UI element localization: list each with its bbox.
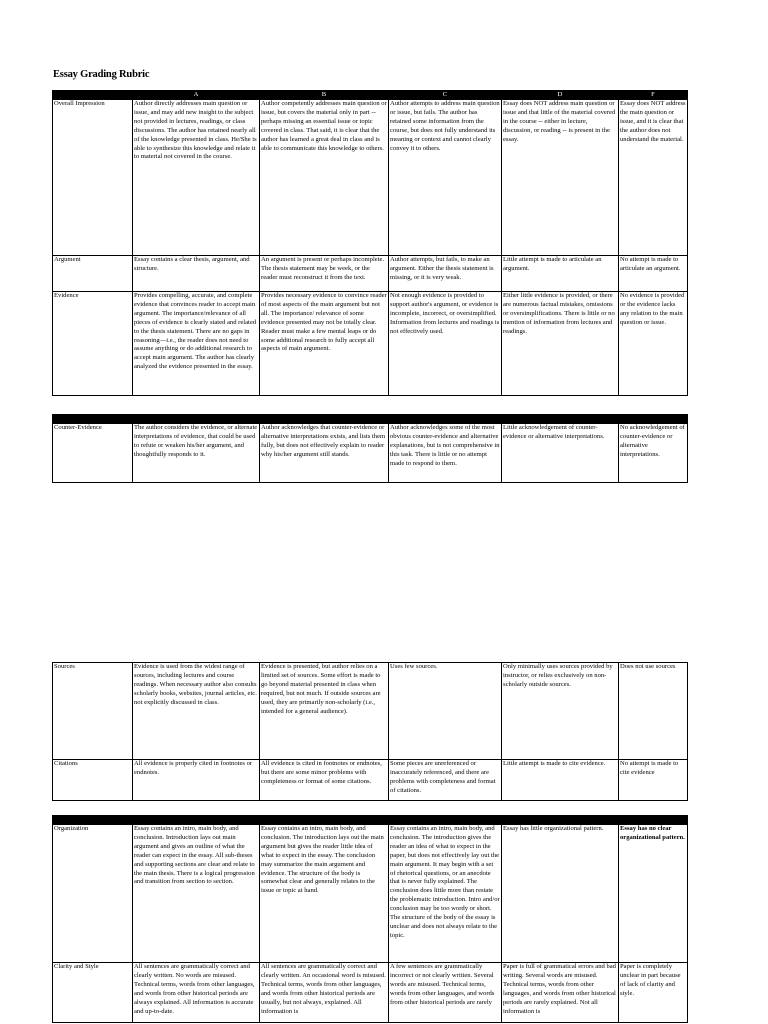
cell-b: An argument is present or perhaps incomplete. The thesis statement may be week, or the reader must reconstruct it from the text. xyxy=(260,256,389,292)
cell-d: Essay does NOT address main question or issue and that little of the material covered in the course -- either in lecture, discussion, or reading -- is present in the essay. xyxy=(502,100,619,256)
cell-d: Little acknowledgement of counter-evidence or alternative interpretations. xyxy=(502,424,619,483)
row-organization xyxy=(53,825,688,963)
cell-d: Essay has little organizational pattern. xyxy=(502,825,619,963)
cell-d: Only minimally uses sources provided by instructor, or relies exclusively on non-scholarly outside sources. xyxy=(502,663,619,760)
rubric-table-3 xyxy=(52,662,688,801)
cell-f: No attempt is made to articulate an argument. xyxy=(619,256,688,292)
cell-b: Evidence is presented, but author relies on a limited set of sources. Some effort is made to go beyond material presented in class when required, but not much. If outside sources are used, they are primarily non-scholarly (i.e., intended for a general audience). xyxy=(260,663,389,760)
header-blank xyxy=(53,91,133,100)
cell-f: No acknowledgement of counter-evidence or alternative interpretations. xyxy=(619,424,688,483)
row-citations xyxy=(53,760,688,801)
row-sources xyxy=(53,663,688,760)
row-overall-impression xyxy=(53,100,688,256)
row-clarity-and-style xyxy=(53,963,688,1023)
criterion-label: Evidence xyxy=(53,292,133,396)
cell-a: Essay contains an intro, main body, and conclusion. Introduction lays out main argument and gives an outline of what the reader can expect in the essay. All sub-theses and supporting sections are clear and relate to the main thesis. There is a logical progression and transition from section to section. xyxy=(133,825,260,963)
grade-header-b: B xyxy=(260,91,389,100)
cell-b: All sentences are grammatically correct and clearly written. An occasional word is misused. Technical terms, words from other languages, and words from other historical periods are usually, but not always, explained. All information is xyxy=(260,963,389,1023)
cell-c: Author attempts to address main question or issue, but fails. The author has retained some information from the course, but does not fully understand its meaning or context and cannot clearly convey it to others. xyxy=(389,100,502,256)
separator-bar xyxy=(53,415,688,424)
document-title: Essay Grading Rubric xyxy=(53,69,150,80)
grade-header-c: C xyxy=(389,91,502,100)
cell-a: Essay contains a clear thesis, argument, and structure. xyxy=(133,256,260,292)
cell-f: Paper is completely unclear in part because of lack of clarity and style. xyxy=(619,963,688,1023)
rubric-table-4 xyxy=(52,815,688,1023)
row-counter-evidence xyxy=(53,424,688,483)
cell-f: Essay does NOT address the main question or issue, and it is clear that the author does not understand the material. xyxy=(619,100,688,256)
criterion-label: Organization xyxy=(53,825,133,963)
cell-d: Little attempt is made to articulate an argument. xyxy=(502,256,619,292)
cell-c: A few sentences are grammatically incorrect or not clearly written. Several words are misused. Technical terms, words from other languages, and words from other historical periods are rarely xyxy=(389,963,502,1023)
cell-b: Essay contains an intro, main body, and conclusion. The introduction lays out the main argument but gives the reader little idea of what to expect in the essay. The conclusion may summarize the main argument and evidence. The structure of the body is somewhat clear and generally relates to the issue or topic at hand. xyxy=(260,825,389,963)
criterion-label: Clarity and Style xyxy=(53,963,133,1023)
cell-c: Uses few sources. xyxy=(389,663,502,760)
cell-d: Either little evidence is provided, or there are numerous factual mistakes, omissions or oversimplifications. There is little or no mention of information from lectures and readings. xyxy=(502,292,619,396)
grade-header-a: A xyxy=(133,91,260,100)
cell-b: Provides necessary evidence to convince reader of most aspects of the main argument but not all. The importance/ relevance of some evidence presented may not be totally clear. Reader must make a few mental leaps or do some additional research to fully accept all aspects of main argument. xyxy=(260,292,389,396)
grade-header-row xyxy=(53,91,688,100)
cell-a: All evidence is properly cited in footnotes or endnotes. xyxy=(133,760,260,801)
criterion-label: Citations xyxy=(53,760,133,801)
cell-a: The author considers the evidence, or alternate interpretations of evidence, that could be used to refute or weaken his/her argument, and thoughtfully responds to it. xyxy=(133,424,260,483)
cell-f: No evidence is provided or the evidence lacks any relation to the main question or issue. xyxy=(619,292,688,396)
cell-d: Paper is full of grammatical errors and bad writing. Several words are misused. Technical terms, words from other languages, and words from other historical periods are rarely explained. Not all information is xyxy=(502,963,619,1023)
cell-b: Author competently addresses main question or issue, but covers the material only in part -- perhaps missing an essential issue or topic covered in class. That said, it is clear that the author has learned a great deal in class and is able to communicate this knowledge to others. xyxy=(260,100,389,256)
cell-f: Essay has no clear organizational pattern. xyxy=(619,825,688,963)
separator-bar xyxy=(53,816,688,825)
grade-header-f: F xyxy=(619,91,688,100)
cell-d: Little attempt is made to cite evidence. xyxy=(502,760,619,801)
cell-b: All evidence is cited in footnotes or endnotes, but there are some minor problems with completeness or format of some citations. xyxy=(260,760,389,801)
cell-a: Author directly addresses main question or issue, and may add new insight to the subject not provided in lectures, readings, or class discussions. The author has retained nearly all of the knowledge presented in class. He/She is able to synthesize this knowledge and relate it to material not covered in the course. xyxy=(133,100,260,256)
cell-c: Not enough evidence is provided to support author's argument, or evidence is incomplete, incorrect, or oversimplified. Information from lectures and readings is not effectively used. xyxy=(389,292,502,396)
cell-c: Essay contains an intro, main body, and conclusion. The introduction gives the reader an idea of what to expect in the paper, but does not effectively lay out the main argument. It may begin with a set of rhetorical questions, or an anecdote that is never fully explained. The conclusion does little more than restate the problematic introduction. Intro and/or conclusion may be too wordy or short. The structure of the body of the essay is unclear and does not always relate to the topic. xyxy=(389,825,502,963)
criterion-label: Argument xyxy=(53,256,133,292)
cell-f: No attempt is made to cite evidence xyxy=(619,760,688,801)
cell-c: Some pieces are unreferenced or inaccurately referenced, and there are problems with completeness and format of citations. xyxy=(389,760,502,801)
cell-c: Author attempts, but fails, to make an argument. Either the thesis statement is missing, or it is very weak. xyxy=(389,256,502,292)
criterion-label: Overall Impression xyxy=(53,100,133,256)
rubric-table-1 xyxy=(52,90,688,396)
grade-header-d: D xyxy=(502,91,619,100)
cell-c: Author acknowledges some of the most obvious counter-evidence and alternative explanations, but is not comprehensive in this task. There is little or no attempt made to respond to them. xyxy=(389,424,502,483)
row-evidence xyxy=(53,292,688,396)
cell-f: Does not use sources xyxy=(619,663,688,760)
cell-a: All sentences are grammatically correct and clearly written. No words are misused. Technical terms, words from other languages, and words from other historical periods are always explained. All information is accurate and up-to-date. xyxy=(133,963,260,1023)
cell-a: Evidence is used from the widest range of sources, including lectures and course readings. When necessary author also consults scholarly books, websites, journal articles, etc. not explicitly discussed in class. xyxy=(133,663,260,760)
row-argument xyxy=(53,256,688,292)
cell-a: Provides compelling, accurate, and complete evidence that convinces reader to accept main argument. The importance/relevance of all pieces of evidence is clearly stated and related to the thesis statement. There are no gaps in reasoning—i.e., the reader does not need to assume anything or do additional research to accept main argument. The author has clearly analyzed the evidence presented in the essay. xyxy=(133,292,260,396)
rubric-table-2 xyxy=(52,414,688,483)
cell-b: Author acknowledges that counter-evidence or alternative interpretations exists, and lists them fully, but does not effectively explain to reader why his/her argument still stands. xyxy=(260,424,389,483)
criterion-label: Sources xyxy=(53,663,133,760)
criterion-label: Counter-Evidence xyxy=(53,424,133,483)
